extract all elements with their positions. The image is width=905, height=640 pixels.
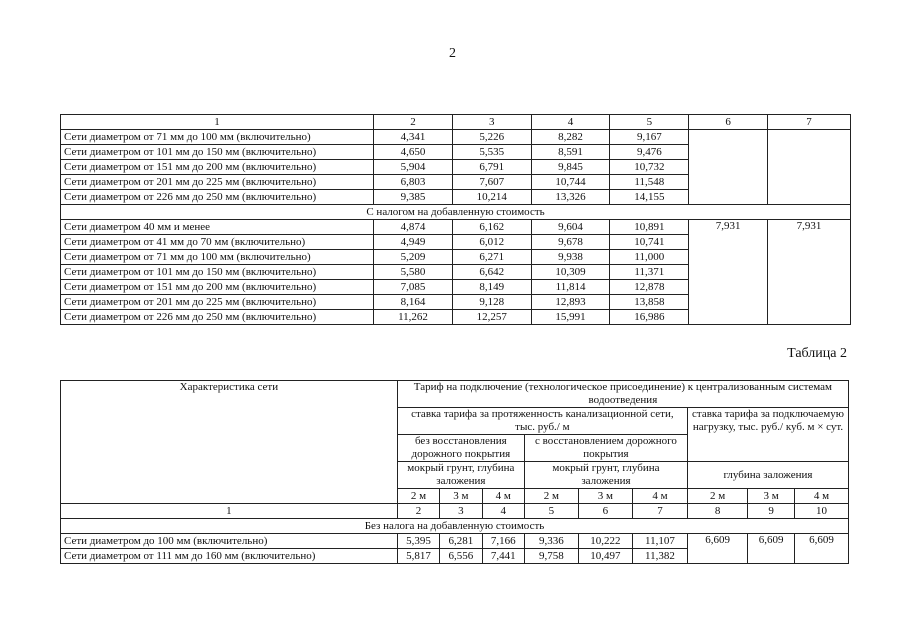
cell: 11,262 (374, 310, 453, 325)
cell: 5,904 (374, 160, 453, 175)
cell: 9,385 (374, 190, 453, 205)
cell: 9,938 (531, 250, 610, 265)
cell: 5,395 (397, 534, 439, 549)
network-label: Сети диаметром от 151 мм до 200 мм (включительно) (61, 280, 374, 295)
cell: 5,535 (452, 145, 531, 160)
cell: 5,817 (397, 549, 439, 564)
cell: 6,803 (374, 175, 453, 190)
cell: 7,085 (374, 280, 453, 295)
t1-h3: 3 (452, 115, 531, 130)
cell: 10,732 (610, 160, 689, 175)
depth-cell: 3 м (748, 489, 795, 504)
cell: 10,309 (531, 265, 610, 280)
depth-header: глубина заложения (687, 462, 848, 489)
t1-h4: 4 (531, 115, 610, 130)
cell: 6,642 (452, 265, 531, 280)
cell: 9,758 (524, 549, 578, 564)
cell: 4,949 (374, 235, 453, 250)
cell: 6,162 (452, 220, 531, 235)
col-number: 4 (482, 504, 524, 519)
network-label: Сети диаметром до 100 мм (включительно) (61, 534, 398, 549)
cell: 13,326 (531, 190, 610, 205)
load-rate-header: ставка тарифа за подключаемую нагрузку, тыс. руб./ куб. м × сут. (687, 408, 848, 462)
cell: 13,858 (610, 295, 689, 310)
table-row (61, 534, 849, 549)
cell: 7,166 (482, 534, 524, 549)
col-number: 5 (524, 504, 578, 519)
depth-cell: 3 м (578, 489, 632, 504)
cell: 11,814 (531, 280, 610, 295)
cell: 6,556 (440, 549, 482, 564)
with-restore-header: с восстановлением дорожного покрытия (524, 435, 687, 462)
cell: 5,226 (452, 130, 531, 145)
wet-ground-header: мокрый грунт, глубина заложения (397, 462, 524, 489)
col-number: 3 (440, 504, 482, 519)
cell: 9,336 (524, 534, 578, 549)
network-label: Сети диаметром от 71 мм до 100 мм (включительно) (61, 130, 374, 145)
cell: 11,371 (610, 265, 689, 280)
t1-h5: 5 (610, 115, 689, 130)
cell: 12,893 (531, 295, 610, 310)
cell: 5,580 (374, 265, 453, 280)
t1-h7: 7 (768, 115, 851, 130)
table-row (61, 130, 851, 145)
section-title-no-vat: Без налога на добавленную стоимость (61, 519, 849, 534)
network-label: Сети диаметром от 41 мм до 70 мм (включительно) (61, 235, 374, 250)
section-title-vat: С налогом на добавленную стоимость (61, 205, 851, 220)
load-rate-cell: 7,931 (689, 220, 768, 325)
cell: 15,991 (531, 310, 610, 325)
depth-cell: 4 м (794, 489, 848, 504)
t1-h6: 6 (689, 115, 768, 130)
table1-header-row (61, 115, 851, 130)
network-label: Сети диаметром от 151 мм до 200 мм (включительно) (61, 160, 374, 175)
col-number: 6 (578, 504, 632, 519)
network-label: Сети диаметром от 226 мм до 250 мм (включительно) (61, 310, 374, 325)
cell: 9,167 (610, 130, 689, 145)
column-number-row (61, 504, 849, 519)
empty-cell (689, 130, 768, 205)
cell: 9,845 (531, 160, 610, 175)
network-label: Сети диаметром от 101 мм до 150 мм (включительно) (61, 265, 374, 280)
load-rate-cell: 6,609 (748, 534, 795, 564)
length-rate-header: ставка тарифа за протяженность канализационной сети, тыс. руб./ м (397, 408, 687, 435)
section-row (61, 205, 851, 220)
cell: 8,282 (531, 130, 610, 145)
cell: 10,744 (531, 175, 610, 190)
cell: 6,281 (440, 534, 482, 549)
network-label: Сети диаметром от 71 мм до 100 мм (включительно) (61, 250, 374, 265)
network-label: Сети диаметром от 201 мм до 225 мм (включительно) (61, 295, 374, 310)
cell: 8,149 (452, 280, 531, 295)
t1-h1: 1 (61, 115, 374, 130)
section-row (61, 519, 849, 534)
depth-cell: 3 м (440, 489, 482, 504)
cell: 11,000 (610, 250, 689, 265)
cell: 8,164 (374, 295, 453, 310)
depth-cell: 2 м (524, 489, 578, 504)
cell: 11,107 (632, 534, 687, 549)
cell: 8,591 (531, 145, 610, 160)
cell: 10,222 (578, 534, 632, 549)
cell: 7,607 (452, 175, 531, 190)
network-label: Сети диаметром 40 мм и менее (61, 220, 374, 235)
network-label: Сети диаметром от 101 мм до 150 мм (включительно) (61, 145, 374, 160)
cell: 4,874 (374, 220, 453, 235)
col-number: 10 (794, 504, 848, 519)
cell: 12,878 (610, 280, 689, 295)
table-row (61, 220, 851, 235)
cell: 6,012 (452, 235, 531, 250)
cell: 11,382 (632, 549, 687, 564)
tariff-table-2 (60, 380, 849, 564)
cell: 10,214 (452, 190, 531, 205)
empty-cell (768, 130, 851, 205)
cell: 6,271 (452, 250, 531, 265)
t1-h2: 2 (374, 115, 453, 130)
col-number: 7 (632, 504, 687, 519)
cell: 9,678 (531, 235, 610, 250)
load-rate-cell: 6,609 (687, 534, 747, 564)
cell: 10,497 (578, 549, 632, 564)
tariff-header: Тариф на подключение (технологическое присоединение) к централизованным системам водоотведения (397, 381, 848, 408)
col-number: 1 (61, 504, 398, 519)
cell: 4,650 (374, 145, 453, 160)
table2-header-row (61, 381, 849, 408)
tariff-table-1 (60, 114, 851, 325)
cell: 4,341 (374, 130, 453, 145)
depth-cell: 2 м (687, 489, 747, 504)
depth-cell: 4 м (632, 489, 687, 504)
cell: 7,441 (482, 549, 524, 564)
cell: 10,891 (610, 220, 689, 235)
cell: 5,209 (374, 250, 453, 265)
depth-cell: 4 м (482, 489, 524, 504)
no-restore-header: без восстановления дорожного покрытия (397, 435, 524, 462)
cell: 14,155 (610, 190, 689, 205)
network-label: Сети диаметром от 111 мм до 160 мм (включительно) (61, 549, 398, 564)
wet-ground-header: мокрый грунт, глубина заложения (524, 462, 687, 489)
cell: 12,257 (452, 310, 531, 325)
col-number: 8 (687, 504, 747, 519)
cell: 11,548 (610, 175, 689, 190)
load-rate-cell: 7,931 (768, 220, 851, 325)
cell: 16,986 (610, 310, 689, 325)
load-rate-cell: 6,609 (794, 534, 848, 564)
cell: 9,128 (452, 295, 531, 310)
cell: 9,476 (610, 145, 689, 160)
col-number: 2 (397, 504, 439, 519)
network-characteristic-header: Характеристика сети (61, 381, 398, 504)
cell: 10,741 (610, 235, 689, 250)
table-2-caption: Таблица 2 (787, 346, 847, 361)
cell: 6,791 (452, 160, 531, 175)
network-label: Сети диаметром от 201 мм до 225 мм (включительно) (61, 175, 374, 190)
depth-cell: 2 м (397, 489, 439, 504)
network-label: Сети диаметром от 226 мм до 250 мм (включительно) (61, 190, 374, 205)
cell: 9,604 (531, 220, 610, 235)
page-number: 2 (449, 46, 456, 61)
col-number: 9 (748, 504, 795, 519)
